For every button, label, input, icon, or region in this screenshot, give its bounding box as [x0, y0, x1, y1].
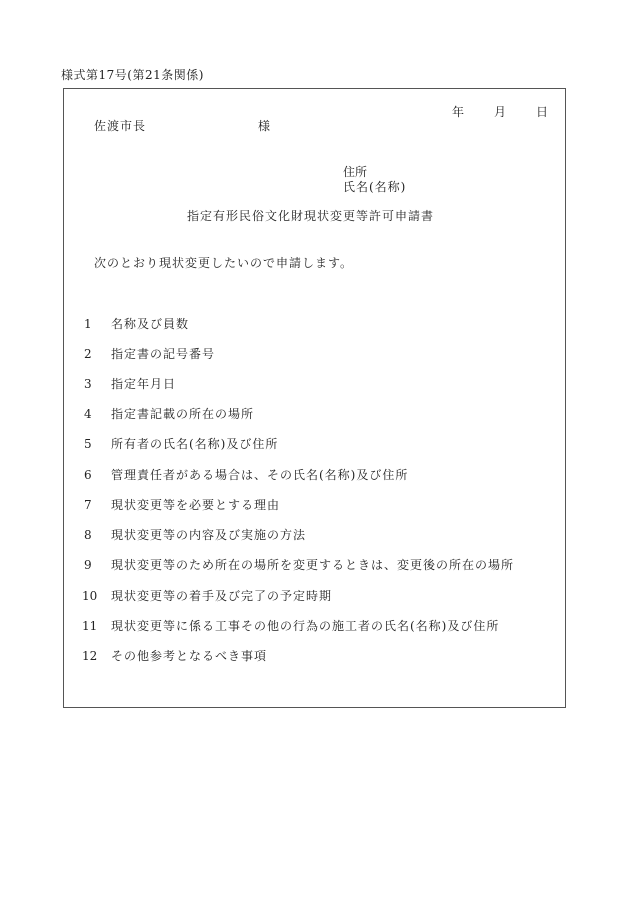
item-number: 1 — [84, 317, 92, 331]
item-label: 指定年月日 — [111, 377, 177, 391]
addressee-honorific: 様 — [258, 119, 271, 133]
item-label: 管理責任者がある場合は、その氏名(名称)及び住所 — [111, 468, 409, 482]
item-label: 現状変更等のため所在の場所を変更するときは、変更後の所在の場所 — [111, 558, 515, 572]
item-label: 指定書の記号番号 — [111, 347, 216, 361]
item-number: 5 — [84, 437, 92, 451]
item-label: 現状変更等の内容及び実施の方法 — [111, 528, 307, 542]
date-day: 日 — [536, 105, 549, 119]
item-label: 現状変更等に係る工事その他の行為の施工者の氏名(名称)及び住所 — [111, 619, 500, 633]
form-number: 様式第17号(第21条関係) — [61, 68, 204, 82]
item-label: 現状変更等の着手及び完了の予定時期 — [111, 589, 333, 603]
item-number: 4 — [84, 407, 92, 421]
form-title: 指定有形民俗文化財現状変更等許可申請書 — [187, 209, 435, 223]
item-number: 9 — [84, 558, 92, 572]
addressee-name: 佐渡市長 — [94, 119, 147, 133]
date-month: 月 — [494, 105, 507, 119]
intro-text: 次のとおり現状変更したいので申請します。 — [94, 256, 354, 270]
date-year: 年 — [452, 105, 465, 119]
item-label: 所有者の氏名(名称)及び住所 — [111, 437, 279, 451]
item-label: 名称及び員数 — [111, 317, 190, 331]
item-number: 10 — [82, 589, 98, 603]
applicant-address-label: 住所 — [343, 165, 368, 179]
item-number: 7 — [84, 498, 92, 512]
item-number: 11 — [82, 619, 98, 633]
item-label: 指定書記載の所在の場所 — [111, 407, 255, 421]
item-number: 6 — [84, 468, 92, 482]
item-number: 12 — [82, 649, 98, 663]
item-number: 2 — [84, 347, 92, 361]
item-number: 3 — [84, 377, 92, 391]
form-frame — [63, 88, 566, 708]
item-label: 現状変更等を必要とする理由 — [111, 498, 281, 512]
item-number: 8 — [84, 528, 92, 542]
item-label: その他参考となるべき事項 — [111, 649, 268, 663]
applicant-name-label: 氏名(名称) — [343, 180, 407, 194]
